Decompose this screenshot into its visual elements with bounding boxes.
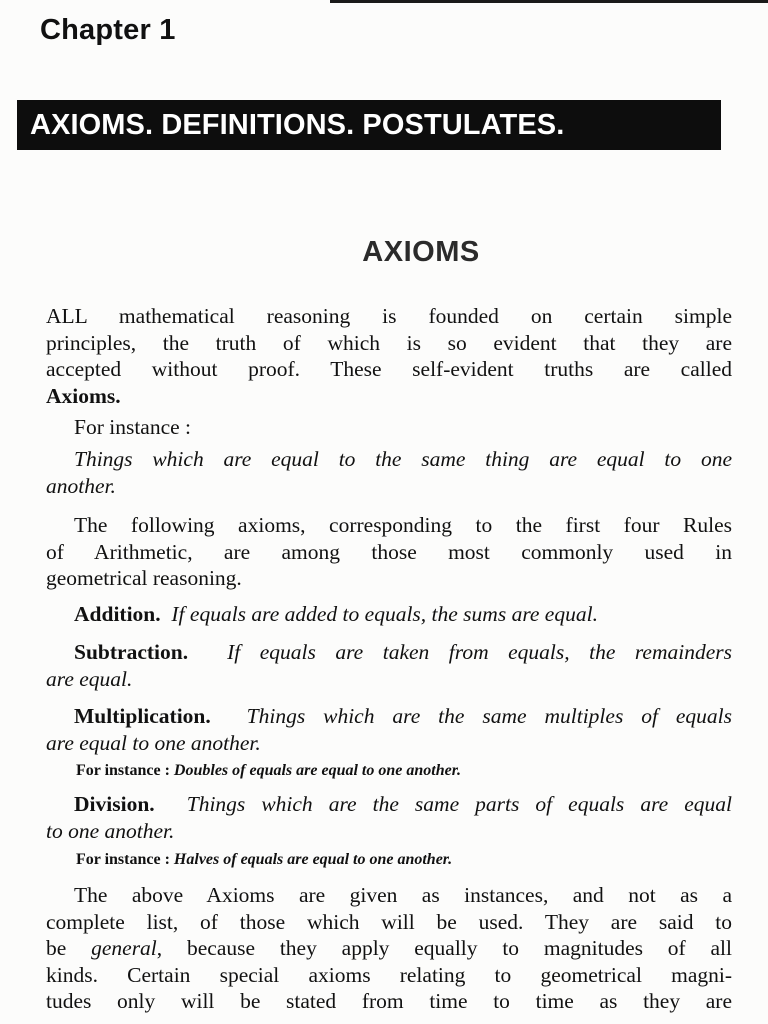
closing-line-4: kinds. Certain special axioms relating to geometrical magni- (46, 962, 732, 987)
closing-line-1: The above Axioms are given as instances, and not as a (74, 883, 732, 907)
multiplication-note (76, 760, 762, 782)
closing-line-3 (46, 935, 732, 962)
multiplication-note-text: Doubles of equals are equal to one another. (173, 762, 462, 779)
intro-line-3: accepted without proof. These self-evident truths are called (46, 357, 732, 381)
section-heading: AXIOMS (362, 236, 480, 268)
chapter-label: Chapter 1 (40, 14, 176, 46)
division-label: Division. (74, 792, 155, 816)
chapter-title: AXIOMS. DEFINITIONS. POSTULATES. (30, 108, 565, 141)
multiplication-last-line: are equal to one another. (46, 730, 261, 755)
subtraction-last-line: are equal. (46, 666, 133, 691)
for-instance-text: For instance : (74, 415, 192, 439)
closing-line-5: tudes only will be stated from time to time as they are (46, 989, 732, 1013)
closing-line-3-pre: be (46, 936, 92, 960)
for-instance-label (74, 414, 760, 441)
following-paragraph (46, 512, 732, 592)
following-last-line: geometrical reasoning. (46, 566, 242, 590)
addition-label: Addition. (74, 602, 161, 626)
subtraction-label: Subtraction. (74, 640, 189, 664)
example-paragraph (46, 446, 732, 499)
addition-axiom (46, 601, 732, 628)
intro-last-line: Axioms. (46, 383, 121, 408)
division-note-label: For instance : (76, 851, 170, 868)
following-line-1: The following axioms, corresponding to the first four Rules (74, 513, 732, 537)
division-text: Things which are the same parts of equals are equal (186, 792, 732, 816)
multiplication-label: Multiplication. (74, 704, 211, 728)
subtraction-axiom (46, 639, 732, 692)
intro-line-1: ALL mathematical reasoning is founded on certain simple (46, 304, 732, 328)
intro-line-2: principles, the truth of which is so evident that they are (46, 330, 732, 355)
multiplication-note-label: For instance : (76, 762, 170, 779)
example-line-1: Things which are equal to the same thing are equal to one (74, 447, 732, 471)
multiplication-axiom (46, 703, 732, 756)
intro-paragraph (46, 303, 732, 409)
closing-paragraph (46, 882, 732, 1015)
chapter-title-banner (17, 100, 721, 150)
closing-line-3-post: , because they apply equally to magnitudes of all (156, 936, 732, 960)
addition-text: If equals are added to equals, the sums are equal. (171, 602, 598, 626)
example-line-2: another. (46, 473, 116, 498)
division-axiom (46, 791, 732, 844)
division-note-text: Halves of equals are equal to one another. (173, 851, 453, 868)
closing-line-3-em: general (91, 936, 157, 960)
top-rule (330, 0, 768, 3)
closing-line-2: complete list, of those which will be used. They are said to (46, 909, 732, 934)
multiplication-text: Things which are the same multiples of equals (246, 704, 733, 728)
division-note (76, 849, 762, 871)
subtraction-text: If equals are taken from equals, the remainders (227, 640, 733, 664)
division-last-line: to one another. (46, 818, 175, 843)
following-line-2: of Arithmetic, are among those most commonly used in (46, 539, 732, 564)
